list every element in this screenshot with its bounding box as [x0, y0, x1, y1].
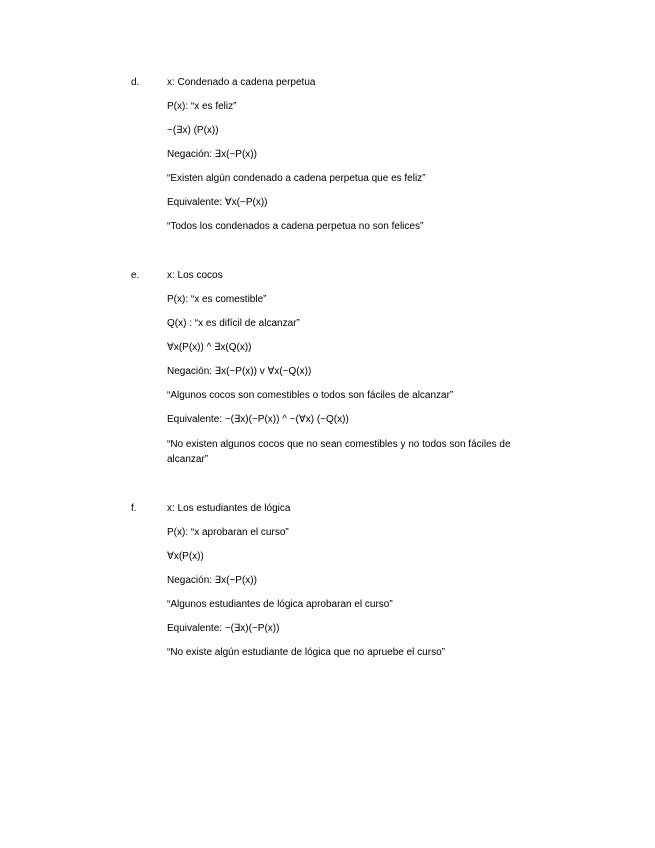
negation-text: “Algunos estudiantes de lógica aprobaran el curso”: [167, 599, 393, 610]
predicate-definition: Q(x) : “x es difícil de alcanzar”: [167, 318, 300, 329]
equivalent-text: “No existen algunos cocos que no sean comestibles y no todos son fáciles de alcanzar”: [167, 439, 511, 465]
negation: Negación: ∃x(~P(x)): [167, 149, 257, 160]
section-letter: d.: [131, 77, 140, 88]
predicate-definition: P(x): “x es comestible”: [167, 294, 267, 305]
equivalent-text: “No existe algún estudiante de lógica que no apruebe el curso”: [167, 647, 445, 658]
predicate-definition: P(x): “x aprobaran el curso”: [167, 527, 289, 538]
variable-definition: x: Los estudiantes de lógica: [167, 503, 291, 514]
section-letter: f.: [131, 503, 137, 514]
formula: ~(∃x) (P(x)): [167, 125, 219, 136]
equivalent-text: “Todos los condenados a cadena perpetua no son felices”: [167, 221, 424, 232]
equivalent: Equivalente: ~(∃x)(~P(x)): [167, 623, 280, 634]
formula: ∀x(P(x)): [167, 551, 204, 562]
variable-definition: x: Condenado a cadena perpetua: [167, 77, 316, 88]
predicate-definition: P(x): “x es feliz”: [167, 101, 237, 112]
negation: Negación: ∃x(~P(x)) v ∀x(~Q(x)): [167, 366, 312, 377]
equivalent: Equivalente: ∀x(~P(x)): [167, 197, 268, 208]
section-letter: e.: [131, 270, 140, 281]
formula: ∀x(P(x)) ^ ∃x(Q(x)): [167, 342, 252, 353]
negation-text: “Existen algún condenado a cadena perpetua que es feliz”: [167, 173, 426, 184]
variable-definition: x: Los cocos: [167, 270, 223, 281]
negation: Negación: ∃x(~P(x)): [167, 575, 257, 586]
equivalent: Equivalente: ~(∃x)(~P(x)) ^ ~(∀x) (~Q(x)): [167, 414, 349, 425]
negation-text: “Algunos cocos son comestibles o todos son fáciles de alcanzar”: [167, 390, 454, 401]
